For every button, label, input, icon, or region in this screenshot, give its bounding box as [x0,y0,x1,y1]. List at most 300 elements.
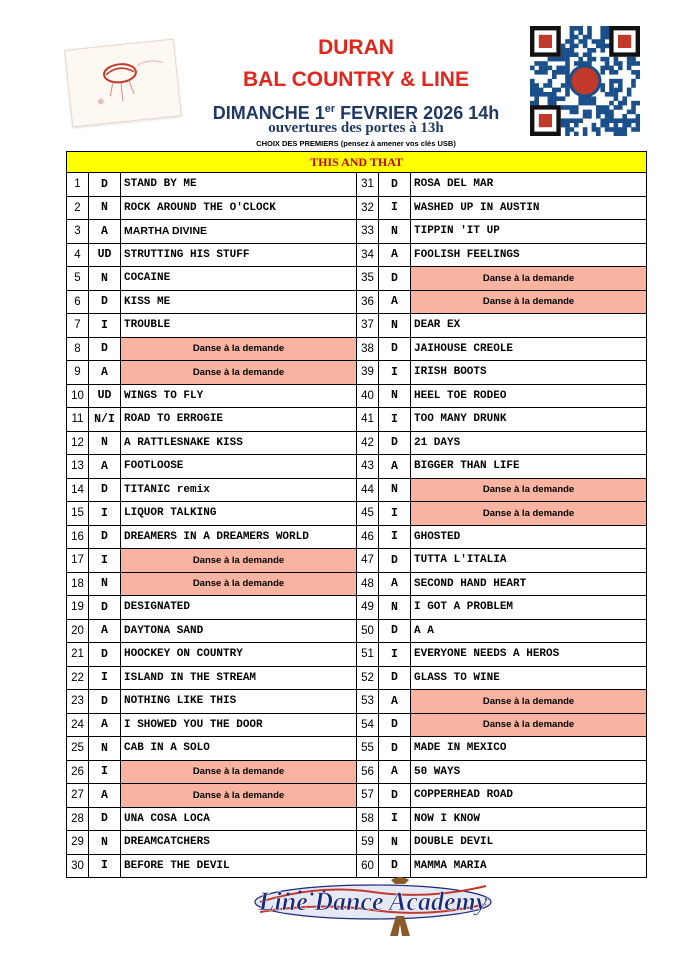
level-code-right: A [379,243,411,267]
event-date-day: DIMANCHE 1 [212,103,325,123]
dance-request-cell: Danse à la demande [411,267,647,291]
qr-module [565,57,570,62]
level-code-right: A [379,290,411,314]
choice-note: CHOIX DES PREMIERS (pensez à amener vos clés USB) [256,139,456,148]
dance-number-right: 47 [357,549,379,573]
qr-module [596,127,601,132]
qr-module [618,88,623,93]
qr-module [600,39,605,44]
qr-module [636,123,640,128]
qr-module [605,61,610,66]
table-row [67,525,647,549]
qr-module [605,114,610,119]
level-code-right: N [379,478,411,502]
dance-number-left: 9 [67,361,89,385]
qr-module [596,44,601,49]
qr-module [570,30,575,35]
qr-module [570,52,575,57]
table-row [67,619,647,643]
qr-module [636,118,640,123]
table-row [67,384,647,408]
table-row [67,737,647,761]
table-row [67,643,647,667]
level-code-left: D [89,643,121,667]
qr-module [636,114,640,119]
qr-module [583,127,588,132]
level-code-left: A [89,619,121,643]
dance-title-left: WINGS TO FLY [121,384,357,408]
dance-title-left: STRUTTING HIS STUFF [121,243,357,267]
dance-number-left: 6 [67,290,89,314]
level-code-right: I [379,525,411,549]
dance-title-right: HEEL TOE RODEO [411,384,647,408]
qr-module [565,123,570,128]
qr-module [596,110,601,115]
qr-module [636,127,640,132]
dance-number-right: 40 [357,384,379,408]
dance-title-left: UNA COSA LOCA [121,807,357,831]
dance-number-right: 42 [357,431,379,455]
qr-module [583,44,588,49]
line-dance-academy-logo [248,872,498,940]
qr-module [578,26,583,31]
dance-number-left: 22 [67,666,89,690]
qr-module [587,57,592,62]
qr-module [592,101,597,106]
qr-module [627,57,632,62]
dance-title-left: DESIGNATED [121,596,357,620]
qr-module [622,132,627,136]
qr-module [565,132,570,136]
level-code-left: D [89,690,121,714]
table-row [67,596,647,620]
level-code-left: UD [89,243,121,267]
dance-title-right: GLASS TO WINE [411,666,647,690]
dance-number-right: 50 [357,619,379,643]
dance-title-right: MADE IN MEXICO [411,737,647,761]
qr-module [627,66,632,71]
qr-module [596,39,601,44]
qr-module [618,83,623,88]
table-row [67,690,647,714]
qr-module [570,35,575,40]
qr-module [618,66,623,71]
level-code-left: UD [89,384,121,408]
dance-request-cell: Danse à la demande [121,337,357,361]
dance-number-right: 53 [357,690,379,714]
qr-module [574,105,579,110]
level-code-right: I [379,643,411,667]
qr-module [578,39,583,44]
level-code-right: D [379,737,411,761]
qr-module [622,118,627,123]
qr-module [574,110,579,115]
dance-title-right: 50 WAYS [411,760,647,784]
qr-module [592,123,597,128]
dance-number-left: 17 [67,549,89,573]
qr-module [548,92,553,97]
qr-module [596,114,601,119]
qr-module [631,105,636,110]
level-code-left: D [89,173,121,197]
dance-title-right: I GOT A PROBLEM [411,596,647,620]
qr-module [605,118,610,123]
qr-module [631,79,636,84]
dance-number-right: 41 [357,408,379,432]
dance-number-right: 55 [357,737,379,761]
qr-module [530,92,535,97]
qr-module [600,66,605,71]
dance-title-right: GHOSTED [411,525,647,549]
qr-module [609,83,614,88]
level-code-left: I [89,502,121,526]
dance-title-right: 21 DAYS [411,431,647,455]
level-code-right: N [379,831,411,855]
qr-module [583,132,588,136]
qr-module [587,48,592,53]
table-title-row [67,152,647,173]
table-row [67,173,647,197]
dance-number-left: 19 [67,596,89,620]
qr-module [570,105,575,110]
qr-module [578,118,583,123]
qr-module [570,110,575,115]
qr-center-logo [570,66,600,96]
dance-number-left: 25 [67,737,89,761]
qr-module [600,70,605,75]
dance-number-right: 33 [357,220,379,244]
qr-module [631,127,636,132]
qr-module [605,35,610,40]
level-code-right: D [379,173,411,197]
dance-number-left: 29 [67,831,89,855]
level-code-right: D [379,267,411,291]
qr-module [543,92,548,97]
qr-module [627,61,632,66]
dance-title-left: A RATTLESNAKE KISS [121,431,357,455]
qr-module [600,88,605,93]
level-code-right: D [379,619,411,643]
qr-module [609,79,614,84]
qr-module [583,110,588,115]
level-code-left: D [89,478,121,502]
qr-module [592,48,597,53]
table-row [67,713,647,737]
qr-module [605,44,610,49]
level-code-right: I [379,408,411,432]
dance-title-right: A A [411,619,647,643]
qr-module [618,61,623,66]
dance-request-cell: Danse à la demande [121,784,357,808]
level-code-right: N [379,220,411,244]
qr-module [636,61,640,66]
dance-title-left: HOOCKEY ON COUNTRY [121,643,357,667]
dance-request-cell: Danse à la demande [411,290,647,314]
dance-number-left: 14 [67,478,89,502]
dance-number-right: 60 [357,854,379,878]
qr-module [627,123,632,128]
qr-module [627,92,632,97]
qr-module [609,88,614,93]
dance-number-right: 31 [357,173,379,197]
qr-module [609,127,614,132]
dance-title-left: DREAMCATCHERS [121,831,357,855]
qr-module [627,88,632,93]
dance-title-left: STAND BY ME [121,173,357,197]
dance-number-right: 52 [357,666,379,690]
table-row [67,549,647,573]
qr-module [636,70,640,75]
dance-title-right: TOO MANY DRUNK [411,408,647,432]
dance-number-left: 18 [67,572,89,596]
dance-title-right: IRISH BOOTS [411,361,647,385]
qr-module [596,132,601,136]
qr-module [565,118,570,123]
qr-module [583,101,588,106]
qr-module [596,105,601,110]
qr-module [578,101,583,106]
dance-number-left: 7 [67,314,89,338]
logo-text: Line Dance Academy [258,887,488,916]
dance-title-right: EVERYONE NEEDS A HEROS [411,643,647,667]
level-code-right: A [379,572,411,596]
dance-title-left: DREAMERS IN A DREAMERS WORLD [121,525,357,549]
dance-title-right: SECOND HAND HEART [411,572,647,596]
qr-module [609,110,614,115]
qr-module [587,114,592,119]
qr-module [543,61,548,66]
qr-module [600,105,605,110]
qr-module [583,39,588,44]
level-code-left: D [89,807,121,831]
qr-module [574,26,579,31]
table-row [67,290,647,314]
qr-module [565,66,570,71]
dance-request-cell: Danse à la demande [121,549,357,573]
qr-module [618,101,623,106]
level-code-left: N [89,196,121,220]
level-code-left: A [89,455,121,479]
table-row [67,243,647,267]
event-name-title: BAL COUNTRY & LINE [243,68,469,91]
dance-number-left: 20 [67,619,89,643]
qr-module [583,35,588,40]
qr-module [618,132,623,136]
qr-finder-pattern [618,35,631,48]
dance-number-left: 1 [67,173,89,197]
qr-module [631,57,636,62]
dance-number-left: 28 [67,807,89,831]
level-code-right: D [379,784,411,808]
qr-module [605,26,610,31]
table-row [67,666,647,690]
qr-module [609,101,614,106]
qr-module [565,70,570,75]
dance-title-right: WASHED UP IN AUSTIN [411,196,647,220]
qr-module [627,110,632,115]
qr-module [609,114,614,119]
qr-module [592,96,597,101]
level-code-left: A [89,361,121,385]
qr-module [570,48,575,53]
level-code-left: N [89,831,121,855]
qr-module [618,127,623,132]
dance-number-right: 46 [357,525,379,549]
dance-title-right: NOW I KNOW [411,807,647,831]
level-code-right: N [379,384,411,408]
qr-module [614,105,619,110]
qr-module [600,118,605,123]
qr-module [614,79,619,84]
level-code-right: A [379,760,411,784]
dance-title-left: CAB IN A SOLO [121,737,357,761]
qr-module [574,52,579,57]
table-row [67,502,647,526]
dance-title-left: BEFORE THE DEVIL [121,854,357,878]
table-title: THIS AND THAT [67,152,647,173]
qr-module [605,30,610,35]
level-code-left: N [89,267,121,291]
qr-module [587,30,592,35]
qr-module [565,39,570,44]
qr-module [614,92,619,97]
dance-number-right: 51 [357,643,379,667]
dance-request-cell: Danse à la demande [411,502,647,526]
level-code-right: A [379,690,411,714]
level-code-left: N/I [89,408,121,432]
qr-module [622,123,627,128]
qr-module [587,110,592,115]
event-location-title: DURAN [318,36,394,59]
qr-module [578,30,583,35]
table-row [67,807,647,831]
table-row [67,455,647,479]
qr-module [570,39,575,44]
level-code-right: A [379,455,411,479]
dance-title-right: TIPPIN 'IT UP [411,220,647,244]
dance-number-right: 45 [357,502,379,526]
table-row [67,478,647,502]
dance-title-left: ISLAND IN THE STREAM [121,666,357,690]
dance-number-left: 12 [67,431,89,455]
dance-number-right: 38 [357,337,379,361]
level-code-right: I [379,807,411,831]
qr-module [631,101,636,106]
dance-number-right: 34 [357,243,379,267]
table-row [67,431,647,455]
dance-number-right: 54 [357,713,379,737]
qr-module [539,92,544,97]
qr-module [605,127,610,132]
qr-module [600,110,605,115]
event-date-rest: FEVRIER 2026 14h [335,103,500,123]
table-row [67,408,647,432]
dance-title-left: LIQUOR TALKING [121,502,357,526]
qr-module [565,105,570,110]
qr-module [631,83,636,88]
qr-module [600,26,605,31]
dance-title-right: DEAR EX [411,314,647,338]
qr-module [614,88,619,93]
dance-title-left: KISS ME [121,290,357,314]
dance-title-left: MARTHA DIVINE [121,220,357,244]
table-row [67,784,647,808]
level-code-right: N [379,314,411,338]
dance-number-left: 30 [67,854,89,878]
qr-module [565,127,570,132]
level-code-left: D [89,290,121,314]
qr-module [600,57,605,62]
level-code-right: D [379,713,411,737]
qr-module [583,114,588,119]
dance-number-left: 24 [67,713,89,737]
level-code-right: D [379,854,411,878]
qr-module [574,123,579,128]
qr-module [605,105,610,110]
qr-module [614,96,619,101]
dance-title-left: DAYTONA SAND [121,619,357,643]
level-code-right: I [379,196,411,220]
dance-number-left: 11 [67,408,89,432]
qr-module [614,132,619,136]
level-code-right: D [379,549,411,573]
qr-module [605,92,610,97]
qr-module [574,132,579,136]
dance-number-right: 32 [357,196,379,220]
dance-title-left: TITANIC remix [121,478,357,502]
dance-title-left: ROCK AROUND THE O'CLOCK [121,196,357,220]
dance-number-left: 21 [67,643,89,667]
qr-module [592,39,597,44]
qr-module [583,52,588,57]
qr-module [565,92,570,97]
level-code-left: I [89,314,121,338]
dance-number-right: 58 [357,807,379,831]
qr-module [609,118,614,123]
level-code-left: A [89,713,121,737]
qr-module [574,118,579,123]
dance-number-right: 56 [357,760,379,784]
dance-request-cell: Danse à la demande [411,690,647,714]
dance-number-left: 13 [67,455,89,479]
qr-module [614,61,619,66]
level-code-left: A [89,784,121,808]
level-code-right: D [379,431,411,455]
qr-module [614,127,619,132]
dance-number-left: 26 [67,760,89,784]
dance-number-left: 15 [67,502,89,526]
level-code-right: D [379,337,411,361]
qr-module [622,101,627,106]
level-code-left: D [89,337,121,361]
qr-module [631,70,636,75]
dance-title-left: I SHOWED YOU THE DOOR [121,713,357,737]
dance-request-cell: Danse à la demande [411,478,647,502]
qr-module [578,57,583,62]
qr-module [614,57,619,62]
qr-module [587,26,592,31]
level-code-left: I [89,549,121,573]
qr-module [534,92,539,97]
dance-list-table [66,151,647,878]
level-code-left: I [89,854,121,878]
qr-module [614,70,619,75]
qr-module [534,61,539,66]
dance-title-right: DOUBLE DEVIL [411,831,647,855]
qr-module [565,48,570,53]
level-code-left: D [89,525,121,549]
qr-module [636,74,640,79]
